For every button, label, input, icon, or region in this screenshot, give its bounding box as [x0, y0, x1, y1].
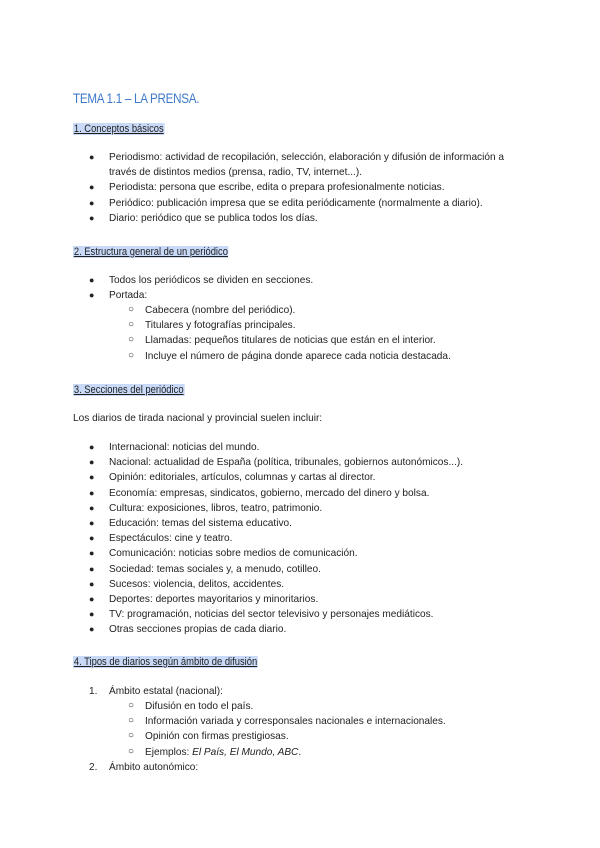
list-item: ○ Información variada y corresponsales nacionales e internacionales.: [128, 715, 446, 728]
section-3-list: [73, 440, 463, 638]
list-item: ● Portada:: [89, 290, 148, 302]
list-item: ○ Opinión con firmas prestigiosas.: [128, 730, 289, 743]
list-item: ○ Incluye el número de página donde aparece cada noticia destacada.: [128, 349, 451, 362]
section-2-list: [73, 273, 313, 303]
list-item: ● Comunicación: noticias sobre medios de comunicación.: [89, 548, 358, 560]
list-item: ● Sucesos: violencia, delitos, accidentes.: [89, 578, 285, 590]
section-4-list: [73, 684, 223, 699]
list-item: ● Periodista: persona que escribe, edita o prepara profesionalmente noticias.: [89, 182, 445, 194]
list-item: ● Todos los periódicos se dividen en secciones.: [89, 275, 314, 286]
list-item: ● Opinión: editoriales, artículos, columnas y cartas al director.: [89, 472, 376, 484]
list-item: ○ Llamadas: pequeños titulares de noticias que están en el interior.: [128, 334, 436, 347]
list-item: ○ Cabecera (nombre del periódico).: [128, 304, 296, 316]
section-4-heading: 4. Tipos de diarios según ámbito de difusión: [73, 656, 258, 668]
list-item: ● TV: programación, noticias del sector televisivo y personajes mediáticos.: [89, 609, 434, 621]
list-item: ● Otras secciones propias de cada diario.: [89, 624, 287, 636]
list-item: ● Cultura: exposiciones, libros, teatro, patrimonio.: [89, 502, 323, 514]
list-item: ● Diario: periódico que se publica todos los días.: [89, 212, 318, 224]
page-title: TEMA 1.1 – LA PRENSA.: [73, 91, 200, 106]
list-item: ● Educación: temas del sistema educativo.: [89, 518, 292, 530]
list-item: ● Nacional: actualidad de España (política, tribunales, gobiernos autonómicos...).: [89, 457, 464, 469]
list-item: ● Periodismo: actividad de recopilación, selección, elaboración y difusión de información a través de distintos medios (prensa, radio, TV, internet...).: [89, 152, 504, 179]
list-item: ● Internacional: noticias del mundo.: [89, 442, 260, 453]
section-3-intro: Los diarios de tirada nacional y provincial suelen incluir:: [73, 413, 323, 424]
section-1-list: [73, 150, 519, 226]
list-item: ● Sociedad: temas sociales y, a menudo, cotilleo.: [89, 563, 321, 575]
list-item: ○ Difusión en todo el país.: [128, 700, 254, 712]
list-item: ● Periódico: publicación impresa que se edita periódicamente (normalmente a diario).: [89, 197, 483, 209]
list-item: ○ Titulares y fotografías principales.: [128, 319, 296, 332]
list-item: 2. Ámbito autonómico:: [89, 762, 199, 773]
section-4-sublist: [73, 699, 446, 760]
section-1-heading: 1. Conceptos básicos: [73, 123, 164, 135]
section-3-heading: 3. Secciones del periódico: [73, 384, 184, 396]
section-4-list-cont: [73, 760, 198, 775]
list-item: 1. Ámbito estatal (nacional):: [89, 686, 223, 697]
list-item: ● Economía: empresas, sindicatos, gobierno, mercado del dinero y bolsa.: [89, 487, 430, 499]
section-2-heading: 2. Estructura general de un periódico: [73, 246, 228, 258]
list-item: ● Espectáculos: cine y teatro.: [89, 533, 233, 545]
list-item: ● Deportes: deportes mayoritarios y minoritarios.: [89, 594, 319, 606]
list-item: ○ Ejemplos: El País, El Mundo, ABC.: [128, 745, 302, 758]
section-2-sublist: [73, 303, 451, 364]
